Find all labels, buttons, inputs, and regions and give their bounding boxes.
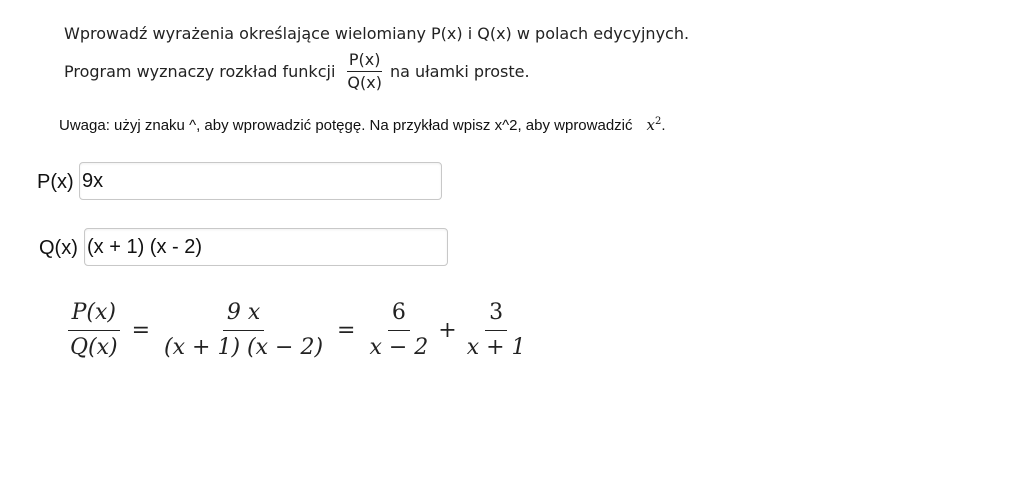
term-1-numerator: 6 xyxy=(388,302,410,331)
p-field-label: P(x) xyxy=(37,171,74,193)
q-field-label: Q(x) xyxy=(39,237,78,259)
lhs-numerator: P(x) xyxy=(68,302,120,331)
term-2-denominator: x + 1 xyxy=(466,335,526,360)
input-numerator: 9 x xyxy=(223,302,264,331)
term-2-fraction xyxy=(463,302,530,359)
power-hint-text: Uwaga: użyj znaku ^, aby wprowadzić potęgę. Na przykład wpisz x^2, aby wprowadzić xyxy=(59,117,633,134)
term-1-denominator: x − 2 xyxy=(369,335,429,360)
p-polynomial-input[interactable] xyxy=(79,162,442,200)
intro-fraction-numerator: P(x) xyxy=(347,52,383,72)
power-hint-period: . xyxy=(661,117,666,134)
intro-fraction xyxy=(345,52,384,91)
lhs-fraction xyxy=(66,302,122,359)
equals-sign-1: = xyxy=(131,318,151,343)
plus-sign: + xyxy=(438,318,457,343)
partial-fraction-result xyxy=(66,302,530,359)
equals-sign-2: = xyxy=(337,318,356,343)
intro-line-1: Wprowadź wyrażenia określające wielomiany P(x) i Q(x) w polach edycyjnych. xyxy=(64,24,690,43)
intro-line-2-tail: na ułamki proste. xyxy=(389,62,530,81)
power-hint xyxy=(59,116,666,134)
input-fraction xyxy=(160,302,327,359)
intro-line-2 xyxy=(64,52,530,91)
intro-fraction-denominator: Q(x) xyxy=(347,73,382,92)
input-denominator: (x + 1) (x − 2) xyxy=(164,335,324,360)
term-1-fraction xyxy=(365,302,432,359)
power-hint-math: $x^2$ xyxy=(646,116,662,134)
intro-line-2-text: Program wyznaczy rozkład funkcji xyxy=(64,62,336,81)
q-polynomial-input[interactable] xyxy=(84,228,448,266)
lhs-denominator: Q(x) xyxy=(70,335,118,360)
term-2-numerator: 3 xyxy=(485,302,507,331)
